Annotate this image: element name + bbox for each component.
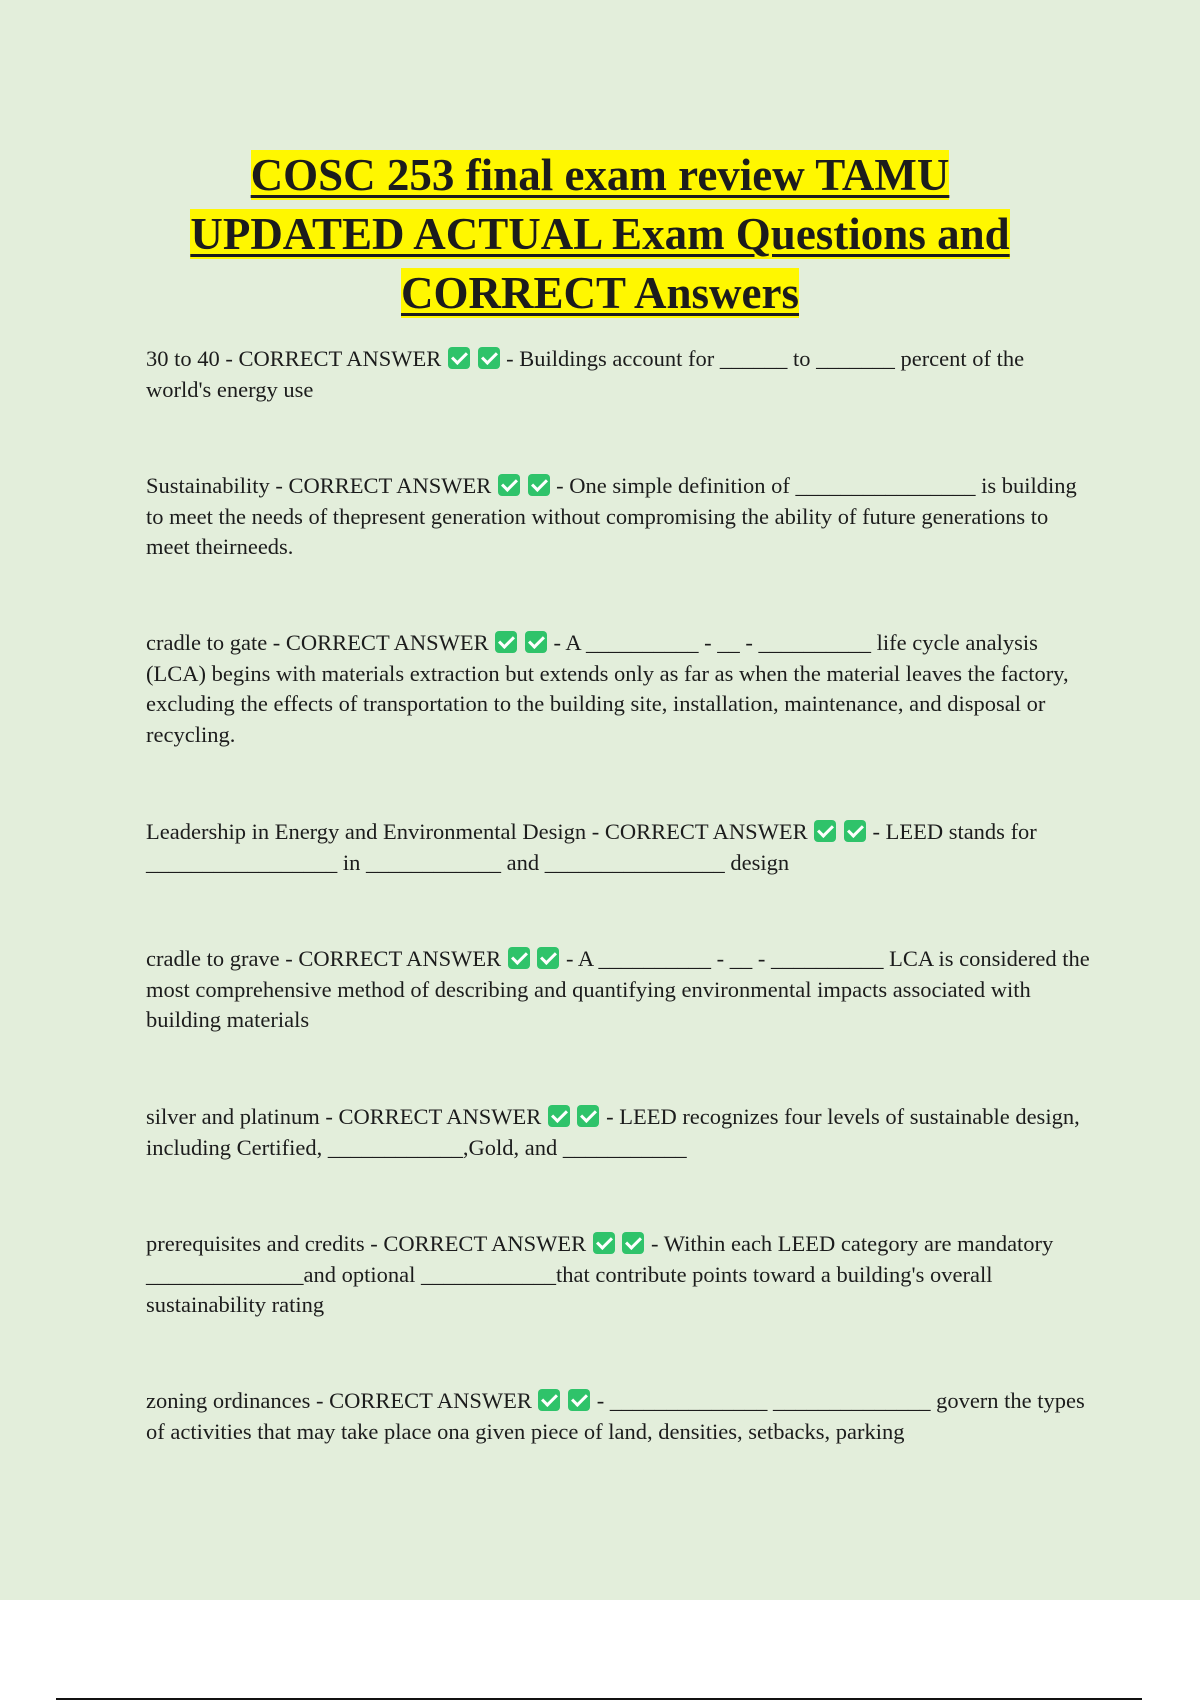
check-mark-icon bbox=[525, 631, 547, 653]
check-mark-icon bbox=[478, 347, 500, 369]
correct-answer-label: CORRECT ANSWER bbox=[238, 346, 442, 371]
check-mark-icon bbox=[622, 1232, 644, 1254]
correct-answer-label: CORRECT ANSWER bbox=[338, 1104, 542, 1129]
answer-text: 30 to 40 - bbox=[146, 346, 239, 371]
answer-text: Sustainability - bbox=[146, 473, 289, 498]
check-mark-icon bbox=[577, 1105, 599, 1127]
question-text: - A __________ - __ - __________ LCA is considered the most comprehensive method of describing and quantifying environmental impacts associated with building materials bbox=[146, 946, 1090, 1032]
qa-item bbox=[146, 1229, 1091, 1321]
check-mark-icon bbox=[528, 474, 550, 496]
qa-item bbox=[146, 944, 1091, 1036]
check-mark-icon bbox=[448, 347, 470, 369]
correct-answer-label: CORRECT ANSWER bbox=[604, 819, 808, 844]
answer-text: cradle to gate - bbox=[146, 630, 286, 655]
question-text: - LEED recognizes four levels of sustainable design, including Certified, ____________,Gold, and ___________ bbox=[146, 1104, 1080, 1160]
question-text: - Buildings account for ______ to _______ percent of the world's energy use bbox=[146, 346, 1025, 402]
answer-text: prerequisites and credits - bbox=[146, 1231, 384, 1256]
question-text: - One simple definition of ________________ is building to meet the needs of thepresent generation without compromising the ability of future generations to meet theirneeds. bbox=[146, 473, 1077, 559]
check-mark-icon bbox=[495, 631, 517, 653]
answer-text: Leadership in Energy and Environmental Design - bbox=[146, 819, 605, 844]
title-line-1: COSC 253 final exam review TAMU bbox=[250, 150, 950, 200]
check-mark-icon bbox=[508, 947, 530, 969]
question-text: - A __________ - __ - __________ life cycle analysis (LCA) begins with materials extraction but extends only as far as when the material leaves the factory, excluding the effects of transportation to the building site, installation, maintenance, and disposal or recycling. bbox=[146, 630, 1069, 747]
check-mark-icon bbox=[537, 947, 559, 969]
correct-answer-label: CORRECT ANSWER bbox=[285, 630, 489, 655]
check-mark-icon bbox=[593, 1232, 615, 1254]
qa-item bbox=[146, 471, 1091, 563]
check-mark-icon bbox=[538, 1389, 560, 1411]
correct-answer-label: CORRECT ANSWER bbox=[298, 946, 502, 971]
qa-item bbox=[146, 628, 1091, 750]
qa-item bbox=[146, 344, 1091, 405]
title-line-3: CORRECT Answers bbox=[401, 268, 799, 318]
answer-text: silver and platinum - bbox=[146, 1104, 339, 1129]
check-mark-icon bbox=[844, 820, 866, 842]
qa-item bbox=[146, 1102, 1091, 1163]
title-line-2: UPDATED ACTUAL Exam Questions and bbox=[190, 209, 1010, 259]
check-mark-icon bbox=[498, 474, 520, 496]
document-title bbox=[60, 146, 1140, 323]
qa-item bbox=[146, 817, 1091, 878]
question-text: - Within each LEED category are mandatory ______________and optional ____________that contribute points toward a building's overall sustainability rating bbox=[146, 1231, 1054, 1317]
check-mark-icon bbox=[548, 1105, 570, 1127]
correct-answer-label: CORRECT ANSWER bbox=[288, 473, 492, 498]
question-text: - ______________ ______________ govern the types of activities that may take place ona given piece of land, densities, setbacks, parking bbox=[146, 1388, 1085, 1444]
answer-text: zoning ordinances - bbox=[146, 1388, 330, 1413]
qa-item bbox=[146, 1386, 1091, 1447]
check-mark-icon bbox=[814, 820, 836, 842]
answer-text: cradle to grave - bbox=[146, 946, 299, 971]
correct-answer-label: CORRECT ANSWER bbox=[383, 1231, 587, 1256]
check-mark-icon bbox=[568, 1389, 590, 1411]
correct-answer-label: CORRECT ANSWER bbox=[329, 1388, 532, 1413]
question-text: - LEED stands for _________________ in ____________ and ________________ design bbox=[146, 819, 1037, 875]
